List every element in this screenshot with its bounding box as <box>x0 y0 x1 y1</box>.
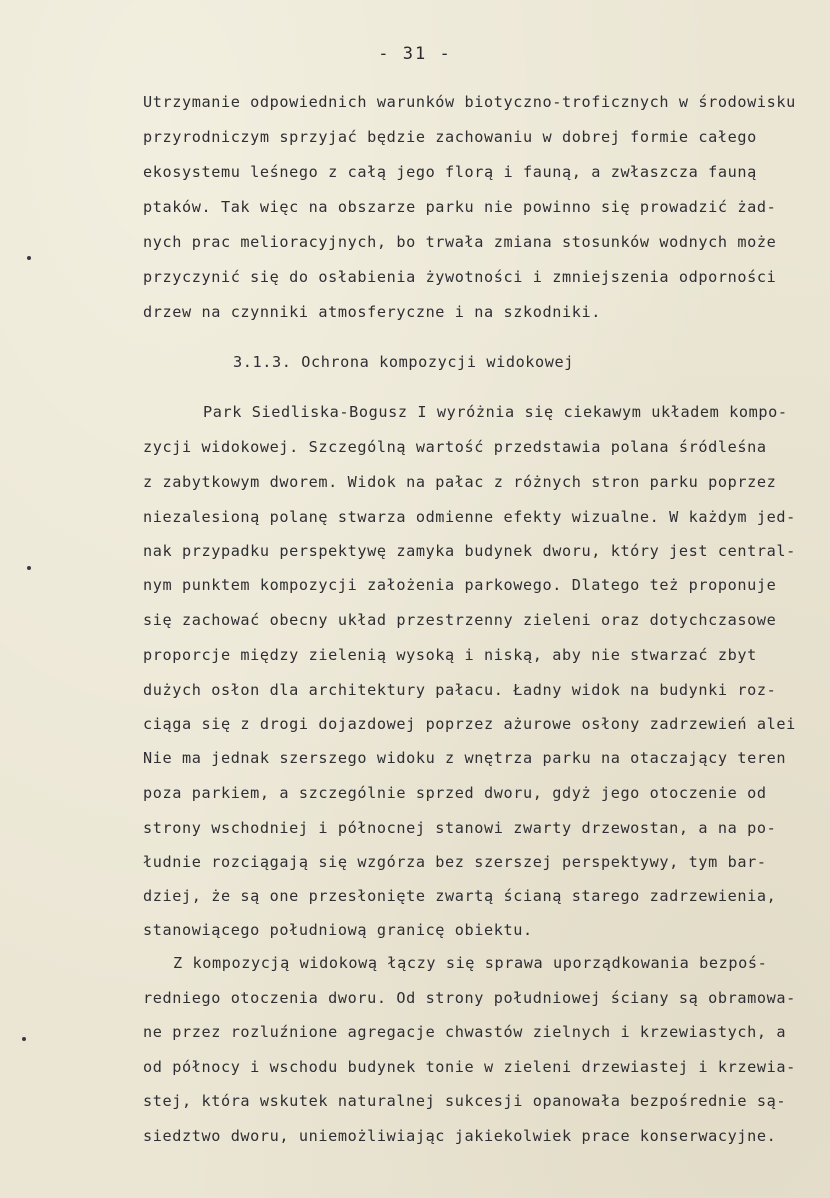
paragraph-2-line: poza parkiem, a szczególnie sprzed dworu, gdyż jego otoczenie od <box>143 784 767 802</box>
paragraph-2-line: łudnie rozciągają się wzgórza bez szerszej perspektywy, tym bar- <box>143 853 767 871</box>
page-number: - 31 - <box>378 44 452 64</box>
paragraph-2-line: się zachować obecny układ przestrzenny zieleni oraz dotychczasowe <box>143 611 777 629</box>
paragraph-3-line: od północy i wschodu budynek tonie w zieleni drzewiastej i krzewia- <box>143 1058 796 1076</box>
paragraph-2-line: zycji widokowej. Szczególną wartość przedstawia polana śródleśna <box>143 438 767 456</box>
paragraph-3-line: siedztwo dworu, uniemożliwiając jakiekolwiek prace konserwacyjne. <box>143 1127 777 1145</box>
paragraph-2-line: dużych osłon dla architektury pałacu. Ładny widok na budynki roz- <box>143 681 777 699</box>
paragraph-2-line: strony wschodniej i północnej stanowi zwarty drzewostan, a na po- <box>143 819 777 837</box>
paragraph-1-line: przyrodniczym sprzyjać będzie zachowaniu w dobrej formie całego <box>143 128 757 146</box>
paragraph-2-line: nym punktem kompozycji założenia parkowego. Dlatego też proponuje <box>143 576 777 594</box>
margin-mark <box>22 1037 26 1041</box>
paragraph-2-line: nak przypadku perspektywę zamyka budynek dworu, który jest central- <box>143 542 796 560</box>
paragraph-1-line: ekosystemu leśnego z całą jego florą i fauną, a zwłaszcza fauną <box>143 163 757 181</box>
paragraph-1-line: drzew na czynniki atmosferyczne i na szkodniki. <box>143 303 601 321</box>
paragraph-3-line: stej, która wskutek naturalnej sukcesji opanowała bezpośrednie są- <box>143 1092 787 1110</box>
paragraph-2-line: ciąga się z drogi dojazdowej poprzez ażurowe osłony zadrzewień alei <box>143 715 796 733</box>
paragraph-3-line: redniego otoczenia dworu. Od strony południowej ściany są obramowa- <box>143 989 796 1007</box>
paragraph-2-line: z zabytkowym dworem. Widok na pałac z różnych stron parku poprzez <box>143 473 777 491</box>
paragraph-3-line: Z kompozycją widokową łączy się sprawa uporządkowania bezpoś- <box>173 954 768 972</box>
margin-mark <box>27 566 31 570</box>
paragraph-2-line: proporcje między zielenią wysoką i niską, aby nie stwarzać zbyt <box>143 646 757 664</box>
paragraph-2-line: dziej, że są one przesłonięte zwartą ścianą starego zadrzewienia, <box>143 887 777 905</box>
margin-mark <box>27 256 31 260</box>
paragraph-1-line: ptaków. Tak więc na obszarze parku nie powinno się prowadzić żad- <box>143 198 777 216</box>
paragraph-1-line: nych prac melioracyjnych, bo trwała zmiana stosunków wodnych może <box>143 233 777 251</box>
paragraph-2-line: Park Siedliska-Bogusz I wyróżnia się ciekawym układem kompo- <box>203 403 788 421</box>
section-heading: 3.1.3. Ochrona kompozycji widokowej <box>233 353 575 371</box>
paragraph-3-line: ne przez rozluźnione agregacje chwastów zielnych i krzewiastych, a <box>143 1023 787 1041</box>
paragraph-1-line: przyczynić się do osłabienia żywotności i zmniejszenia odporności <box>143 268 777 286</box>
paragraph-2-line: stanowiącego południową granicę obiektu. <box>143 921 533 939</box>
paragraph-2-line: Nie ma jednak szerszego widoku z wnętrza parku na otaczający teren <box>143 749 787 767</box>
paragraph-1-line: Utrzymanie odpowiednich warunków biotyczno-troficznych w środowisku <box>143 93 796 111</box>
paragraph-2-line: niezalesioną polanę stwarza odmienne efekty wizualne. W każdym jed- <box>143 508 796 526</box>
